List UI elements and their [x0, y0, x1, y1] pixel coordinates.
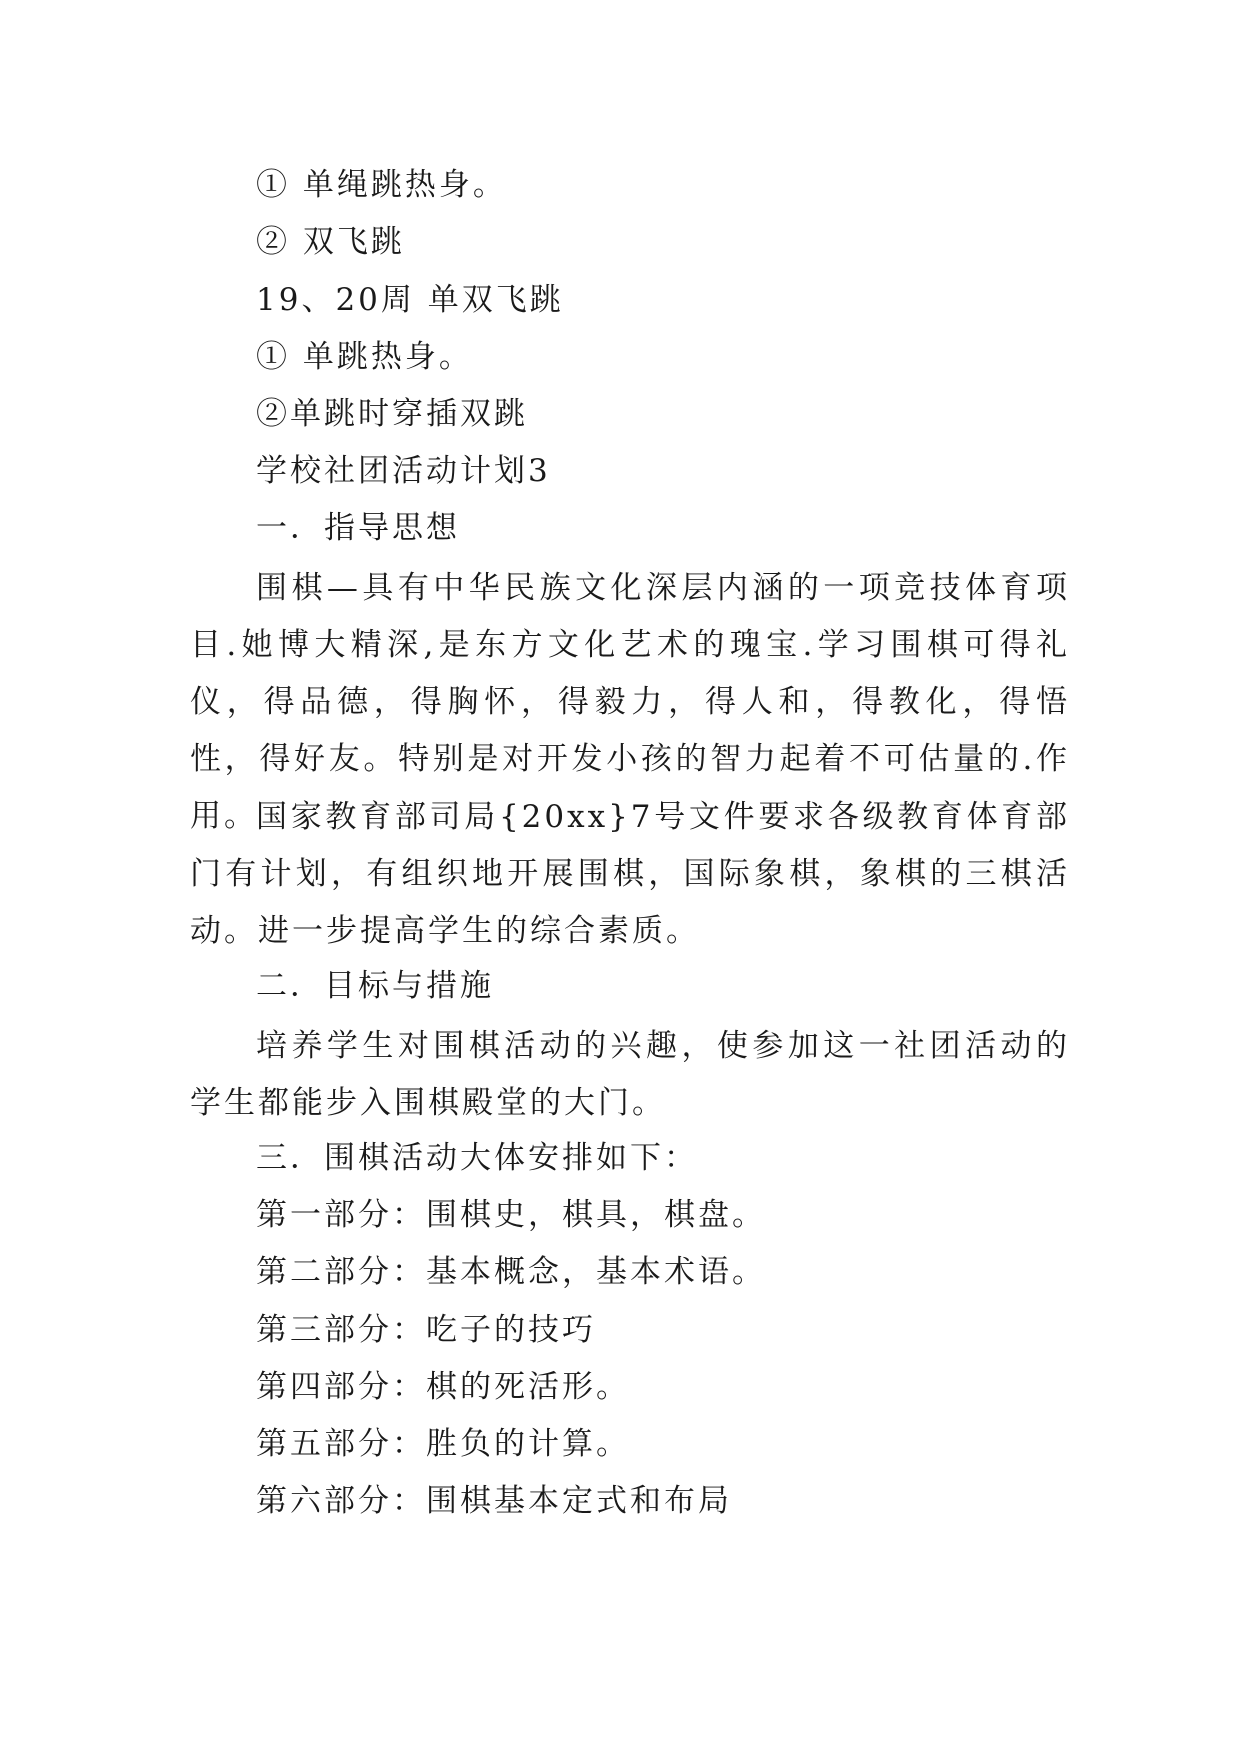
paragraph-go-intro: 围棋—具有中华民族文化深层内涵的一项竞技体育项目.她博大精深,是东方文化艺术的瑰宝.学习围棋可得礼仪，得品德，得胸怀，得毅力，得人和，得教化，得悟性，得好友。特别是对开发小孩的智力起着不可估量的.作用。	[190, 570, 1070, 834]
list-item-mixed-jump: ②单跳时穿插双跳	[256, 396, 528, 432]
paragraph-goals: 培养学生对围棋活动的兴趣，使参加这一社团活动的学生都能步入围棋殿堂的大门。	[190, 1028, 1070, 1121]
section-title: 学校社团活动计划3	[256, 453, 551, 489]
paragraph-ministry-document: 国家教育部司局{20xx}7号文件要求各级教育体育部门有计划，有组织地开展围棋，国际象棋，象棋的三棋活动。进一步提高学生的综合素质。	[190, 799, 1070, 949]
list-item-part-3: 第三部分：吃子的技巧	[256, 1312, 596, 1348]
heading-goals-measures: 二．目标与措施	[256, 968, 494, 1004]
list-item-double-jump: ② 双飞跳	[256, 224, 405, 260]
list-item-single-rope-warmup: ① 单绳跳热身。	[256, 167, 507, 203]
list-item-part-6: 第六部分：围棋基本定式和布局	[256, 1483, 732, 1519]
list-item-part-4: 第四部分：棋的死活形。	[256, 1369, 630, 1405]
list-item-single-jump-warmup: ① 单跳热身。	[256, 339, 473, 375]
list-item-part-5: 第五部分：胜负的计算。	[256, 1426, 630, 1462]
heading-guiding-ideology: 一．指导思想	[256, 510, 460, 546]
list-item-part-2: 第二部分：基本概念，基本术语。	[256, 1254, 766, 1290]
week-heading: 19、20周 单双飞跳	[256, 282, 564, 318]
list-item-part-1: 第一部分：围棋史，棋具，棋盘。	[256, 1197, 766, 1233]
heading-activity-schedule: 三．围棋活动大体安排如下：	[256, 1140, 698, 1176]
